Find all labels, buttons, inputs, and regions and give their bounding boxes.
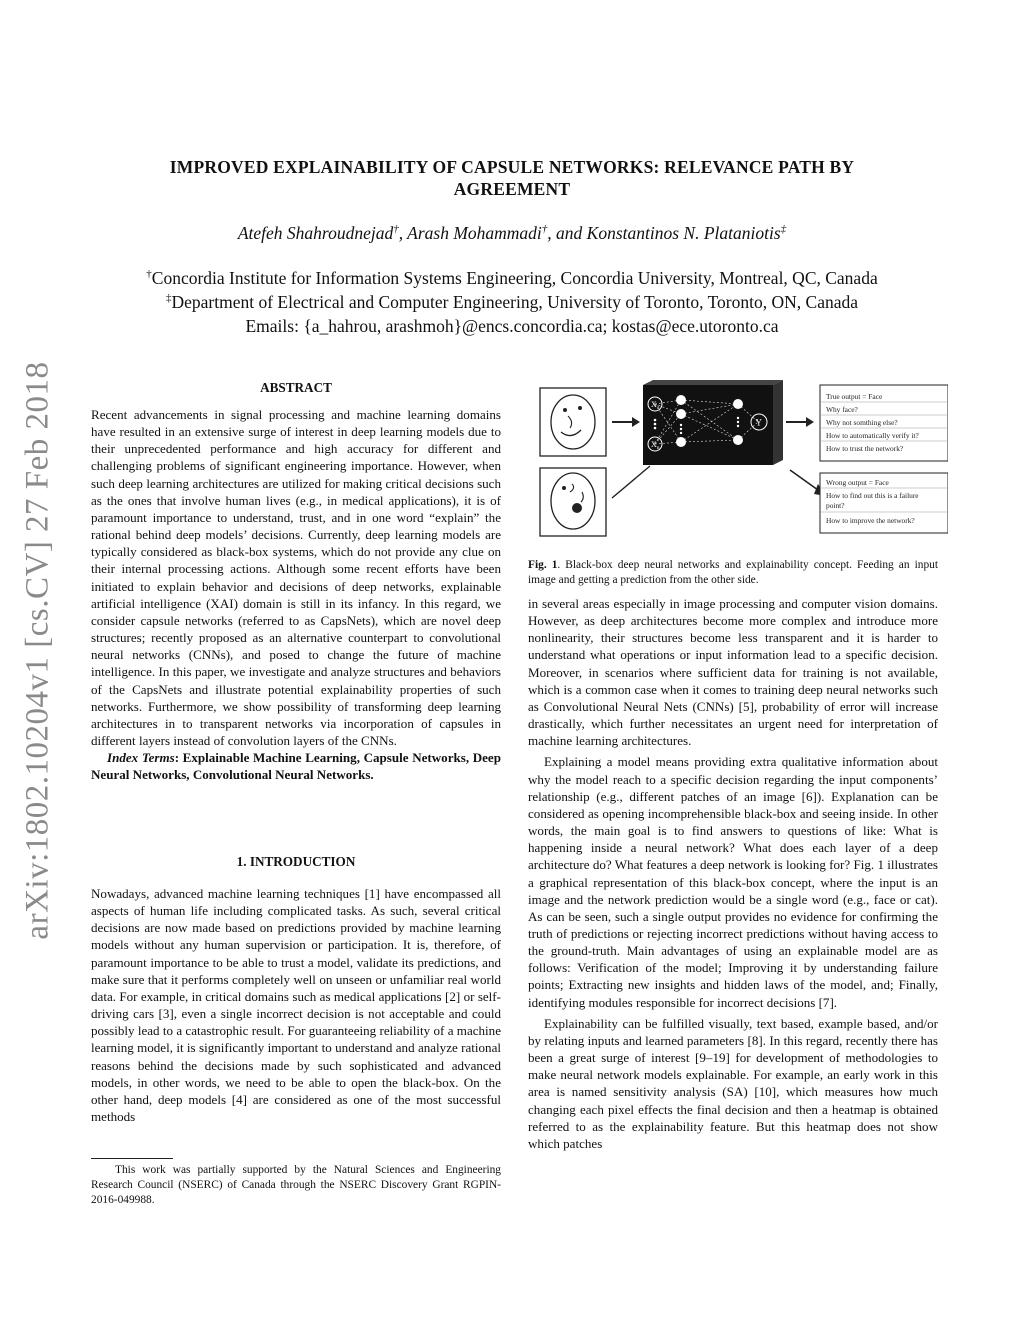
author-separator: , and	[547, 223, 587, 243]
author-name: Konstantinos N. Plataniotis	[586, 223, 781, 243]
black-box-network	[643, 385, 773, 465]
arxiv-stamp	[10, 360, 66, 940]
hidden-node	[676, 409, 686, 419]
affiliation-1	[80, 266, 944, 290]
author-separator: ,	[398, 223, 408, 243]
index-terms-label: Index Terms	[107, 750, 175, 766]
node-y-label: Y	[755, 417, 762, 428]
author-mark: †	[541, 223, 548, 235]
emails: Emails: {a_hahrou, arashmoh}@encs.concordia.ca; kostas@ece.utoronto.ca	[245, 316, 779, 336]
wrong-box-line: point?	[826, 501, 845, 510]
node-xn-label: $X_n$	[651, 440, 660, 451]
figure-1	[528, 380, 948, 550]
abstract-heading: ABSTRACT	[260, 380, 332, 395]
paper-title	[80, 156, 944, 200]
affiliation-mark: †	[146, 268, 152, 280]
author-list	[80, 223, 944, 244]
affiliation-text: Concordia Institute for Information Systems Engineering, Concordia University, Montreal, QC, Canada	[151, 268, 878, 288]
index-terms	[91, 749, 501, 783]
author-name: Arash Mohammadi	[407, 223, 542, 243]
introduction-body-right	[528, 595, 938, 1152]
intro-paragraph-1: Nowadays, advanced machine learning techniques [1] have encompassed all aspects of human life including complicated tasks. As such, several critical decisions are now made based on predictions provided by machine learning models without any human supervision or participation. It is, therefore, of paramount importance to be able to trust a model, validate its predictions, and make sure that it performs completely well on unseen or unfamiliar real world data. For example, in critical domains such as medical applications [2] or self-driving cars [3], even a single incorrect decision is not acceptable and could possibly lead to a catastrophic result. For guaranteeing reliability of a machine learning model, it is significantly important to understand and analyze rational reasons behind the decisions made by such sophisticated and advanced models, in other words, we need to be able to open the black-box. On the other hand, deep models [4] are considered as one of the most successful methods	[91, 886, 501, 1125]
intro-paragraph-3: Explainability can be fulfilled visually, text based, example based, and/or by relating inputs and learned parameters [8]. In this regard, recently there has been a great surge of interest [9–19] for development of methodologies to make neural network models explainable. For example, an early work in this area is named sensitivity analysis (SA) [10], which measures how much changing each pixel effects the final decision and then a heatmap is obtained referred to as the explainability feature. But this heatmap does not show which patches	[528, 1015, 938, 1151]
author-mark: ‡	[780, 223, 787, 235]
affiliation-text: Department of Electrical and Computer Engineering, University of Toronto, Toronto, ON, Canada	[171, 292, 859, 312]
true-box-line: How to automatically verify it?	[826, 431, 919, 440]
affiliations	[80, 266, 944, 338]
abstract-text: Recent advancements in signal processing and machine learning domains have resulted in an extensive surge of interest in deep learning models due to their unprecedented performance and high accuracy for different and challenging problems of significant engineering importance. However, when such deep learning architectures are utilized for making critical decisions such as the ones that involve human lives (e.g., in medical applications), it is of paramount importance to understand, trust, and in one word “explain” the rational behind deep models’ decisions. Currently, deep learning models are typically considered as black-box systems, which do not provide any clue on their internal processing actions. Although some recent efforts have been initiated to explain behavior and decisions of deep networks, explainable artificial intelligence (XAI) domain is still in its infancy. In this regard, we consider capsule networks (referred to as CapsNets), which are novel deep structures; recently proposed as an alternative counterpart to convolutional neural networks (CNNs), and posed to change the future of machine intelligence. In this paper, we investigate and analyze structures and behaviors of the CapsNets and illustrate potential explainability properties of such networks. Furthermore, we show possibility of transforming deep learning architectures in to transparent networks via incorporation of capsules in different layers instead of convolution layers of the CNNs.	[91, 407, 501, 748]
hidden-node	[676, 395, 686, 405]
output-arrow	[790, 470, 818, 490]
hidden-node	[676, 437, 686, 447]
author-name: Atefeh Shahroudnejad	[237, 223, 394, 243]
true-box-line: Why not somthing else?	[826, 418, 898, 427]
footnote-rule	[91, 1158, 173, 1159]
node-x1-label: $X_1$	[651, 400, 660, 411]
wrong-box-line: How to find out this is a failure	[826, 491, 919, 500]
true-box-line: True output = Face	[826, 392, 883, 401]
hidden-node	[733, 399, 743, 409]
input-arrow	[612, 466, 650, 498]
abstract-body	[91, 406, 501, 783]
intro-paragraph-1-continued: in several areas especially in image processing and computer vision domains. However, as deep architectures become more complex and introduce more nonlinearity, their structures become less transparent and it is harder to understand what operations or input information lead to a specific decision. Moreover, in scenarios where sufficient data for training is not available, which is a common case when it comes to training deep neural networks such as Convolutional Neural Nets (CNNs) [5], probability of error will increase drastically, which further necessitates an urgent need for interpretation of machine learning architectures.	[528, 596, 938, 749]
true-box-line: Why face?	[826, 405, 858, 414]
black-box-diagram	[528, 380, 948, 550]
introduction-heading: 1. INTRODUCTION	[236, 854, 356, 869]
hidden-node	[733, 435, 743, 445]
figure-caption-text: . Black-box deep neural networks and explainability concept. Feeding an input image and getting a prediction from the other side.	[528, 559, 938, 586]
affiliation-mark: ‡	[165, 292, 172, 304]
figure-caption	[528, 558, 938, 588]
author-mark: †	[393, 223, 399, 235]
wrong-box-line: How to improve the network?	[826, 516, 915, 525]
footnote	[91, 1163, 501, 1208]
happy-face-image	[540, 388, 606, 456]
index-terms-text: : Explainable Machine Learning, Capsule Networks, Deep Neural Networks, Convolutional Neural Networks.	[91, 750, 501, 783]
intro-paragraph-2: Explaining a model means providing extra qualitative information about why the model reach to a specific decision regarding the input components’ relationship (e.g., different patches of an image [6]). Explanation can be considered as opening incomprehensible black-box and seeing inside. In other words, the main goal is to find answers to questions of like: What is happening inside a neural network? What does each layer of a deep architecture do? What features a deep network is looking for? Fig. 1 illustrates a graphical representation of this black-box concept, where the input is an image and the network prediction would be a single word (e.g., face or cat). As can be seen, such a single output provides no evidence for confirming the truth of predictions or rejecting incorrect predictions without having access to the ground-truth. Main advantages of using an explainable model are as follows: Verification of the model; Improving it by understanding failure points; Extracting new insights and hidden laws of the model, and; Finally, identifying modules responsible for incorrect decisions [7].	[528, 754, 938, 1010]
figure-caption-label: Fig. 1	[528, 559, 558, 571]
wrong-box-line: Wrong output = Face	[826, 478, 889, 487]
distorted-face-image	[540, 468, 606, 536]
arxiv-id: arXiv:1802.10204v1 [cs.CV] 27 Feb 2018	[19, 360, 56, 940]
affiliation-2	[80, 290, 944, 314]
footnote-text: This work was partially supported by the Natural Sciences and Engineering Research Council (NSERC) of Canada through the NSERC Discovery Grant RGPIN-2016-049988.	[91, 1164, 501, 1206]
title-line-2: AGREEMENT	[453, 179, 571, 199]
introduction-body-left	[91, 885, 501, 1125]
title-line-1: IMPROVED EXPLAINABILITY OF CAPSULE NETWORKS: RELEVANCE PATH BY	[169, 157, 855, 177]
true-box-line: How to trust the network?	[826, 444, 904, 453]
